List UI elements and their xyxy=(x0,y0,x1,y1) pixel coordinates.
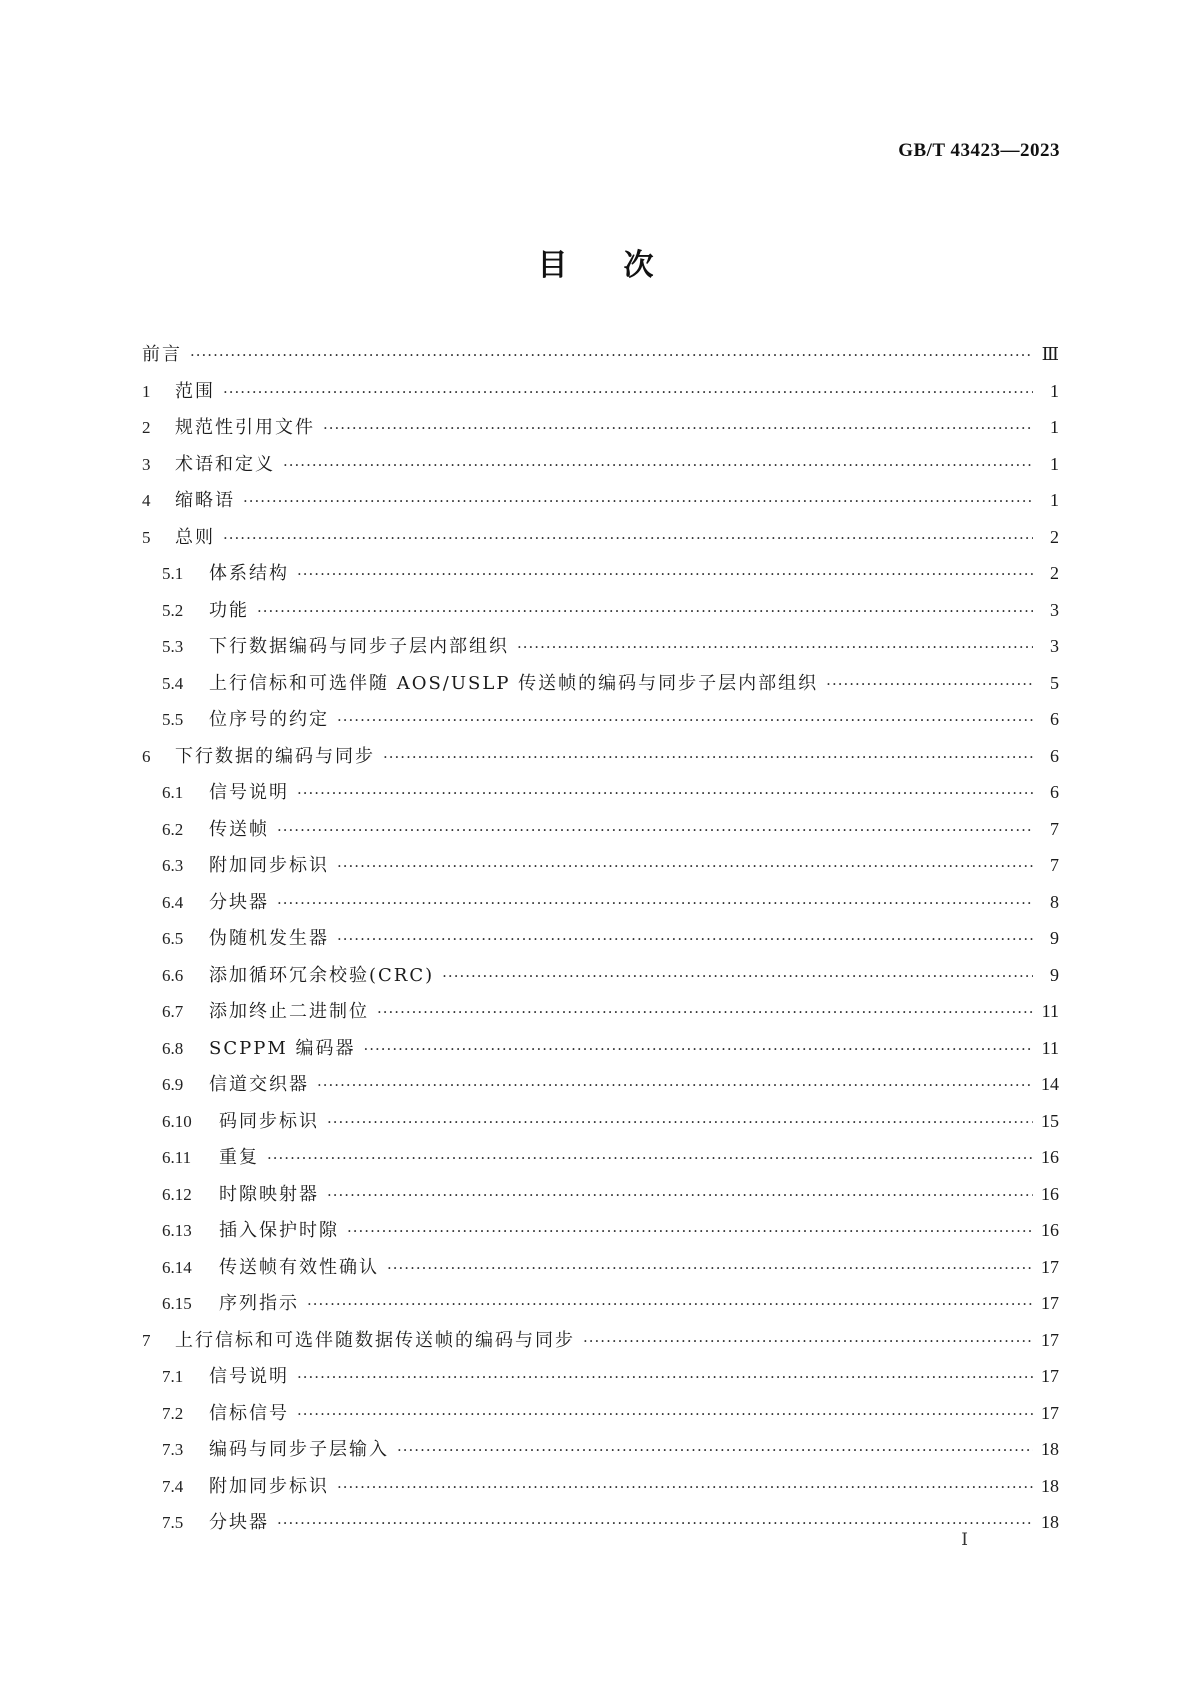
toc-entry-page: 11 xyxy=(1041,1001,1059,1021)
dot-leader xyxy=(826,666,1033,703)
toc-subsection-row[interactable] xyxy=(142,1285,1059,1322)
toc-entry-number: 7 xyxy=(142,1330,151,1350)
toc-entry-title[interactable]: 分块器 xyxy=(209,1512,269,1533)
dot-leader xyxy=(583,1323,1033,1360)
toc-entry-number: 6.10 xyxy=(162,1111,192,1131)
toc-entry-page: 6 xyxy=(1050,745,1059,766)
toc-entry-page: 9 xyxy=(1050,964,1059,985)
toc-subsection-row[interactable] xyxy=(142,811,1059,848)
dot-leader xyxy=(363,1031,1033,1068)
toc-entry-page: 1 xyxy=(1050,380,1059,401)
toc-entry-title[interactable]: 规范性引用文件 xyxy=(175,417,315,438)
dot-leader xyxy=(337,848,1033,885)
dot-leader xyxy=(223,374,1033,411)
toc-section-row[interactable] xyxy=(142,738,1059,775)
dot-leader xyxy=(517,629,1033,666)
toc-entry-number: 6.13 xyxy=(162,1221,192,1240)
standard-number: GB/T 43423—2023 xyxy=(898,140,1060,161)
toc-entry-title[interactable]: 插入保护时隙 xyxy=(219,1220,339,1241)
toc-entry-page: 11 xyxy=(1041,1037,1059,1058)
toc-entry-number: 5.4 xyxy=(162,673,184,693)
toc-entry-title[interactable]: 传送帧有效性确认 xyxy=(219,1256,379,1278)
toc-entry-title[interactable]: 伪随机发生器 xyxy=(209,928,329,949)
toc-entry-page: 18 xyxy=(1041,1439,1059,1459)
dot-leader xyxy=(297,775,1033,812)
toc-entry-number: 5.5 xyxy=(162,710,184,729)
dot-leader xyxy=(327,1104,1033,1141)
toc-entry-number: 7.3 xyxy=(162,1440,184,1459)
toc-entry-title[interactable]: 附加同步标识 xyxy=(209,1475,329,1497)
toc-subsection-row[interactable] xyxy=(142,628,1059,665)
toc-entry-page: 17 xyxy=(1041,1366,1059,1386)
toc-section-row[interactable] xyxy=(142,446,1059,483)
toc-entry-title[interactable]: 添加循环冗余校验(CRC) xyxy=(209,964,435,986)
toc-entry-title[interactable]: 序列指示 xyxy=(219,1293,299,1314)
toc-entry-number: 7.4 xyxy=(162,1476,184,1496)
dot-leader xyxy=(277,885,1033,922)
toc-entry-page: 9 xyxy=(1050,928,1059,948)
toc-section-row[interactable] xyxy=(142,1322,1059,1359)
toc-entry-number: 6.4 xyxy=(162,892,184,912)
dot-leader xyxy=(337,702,1033,739)
dot-leader xyxy=(277,812,1033,849)
toc-entry-title[interactable]: 信号说明 xyxy=(209,782,289,803)
dot-leader xyxy=(297,556,1033,593)
toc-entry-page: 18 xyxy=(1041,1512,1059,1532)
toc-entry-page: 7 xyxy=(1050,818,1059,839)
toc-subsection-row[interactable] xyxy=(142,957,1059,994)
toc-entry-title[interactable]: 分块器 xyxy=(209,891,269,913)
toc-section-row[interactable] xyxy=(142,336,1059,373)
dot-leader xyxy=(442,958,1033,995)
toc-entry-number: 7.2 xyxy=(162,1403,184,1423)
toc-entry-title[interactable]: 功能 xyxy=(209,599,249,621)
toc-section-row[interactable] xyxy=(142,482,1059,519)
toc-entry-title[interactable]: 附加同步标识 xyxy=(209,855,329,876)
toc-entry-page: 16 xyxy=(1041,1147,1059,1167)
toc-entry-title[interactable]: 下行数据编码与同步子层内部组织 xyxy=(209,636,509,657)
toc-entry-page: 6 xyxy=(1050,782,1059,802)
toc-entry-number: 5.2 xyxy=(162,600,184,620)
toc-entry-number: 1 xyxy=(142,381,151,401)
toc-entry-page: 2 xyxy=(1050,526,1059,547)
toc-entry-page: 3 xyxy=(1050,599,1059,620)
page-title: 目次 xyxy=(537,248,710,283)
toc-entry-number: 4 xyxy=(142,491,151,510)
toc-subsection-row[interactable] xyxy=(142,1066,1059,1103)
dot-leader xyxy=(317,1067,1033,1104)
toc-section-row[interactable] xyxy=(142,519,1059,556)
toc-entry-number: 6.6 xyxy=(162,965,184,985)
toc-entry-page: 16 xyxy=(1041,1183,1059,1204)
toc-entry-page: 8 xyxy=(1050,891,1059,912)
toc-subsection-row[interactable] xyxy=(142,774,1059,811)
toc-entry-page: 6 xyxy=(1050,709,1059,729)
toc-entry-title[interactable]: 时隙映射器 xyxy=(219,1183,319,1205)
toc-subsection-row[interactable] xyxy=(142,1395,1059,1432)
toc-entry-title[interactable]: 重复 xyxy=(219,1147,259,1168)
toc-entry-number: 6.15 xyxy=(162,1294,192,1313)
toc-entry-number: 6.1 xyxy=(162,783,184,802)
toc-entry-number: 6.11 xyxy=(162,1148,192,1167)
toc-entry-title[interactable]: 下行数据的编码与同步 xyxy=(175,745,375,767)
dot-leader xyxy=(323,410,1033,447)
toc-entry-title[interactable]: 信号说明 xyxy=(209,1366,289,1387)
dot-leader xyxy=(307,1286,1033,1323)
toc-subsection-row[interactable] xyxy=(142,884,1059,921)
dot-leader xyxy=(257,593,1033,630)
toc-entry-page: 18 xyxy=(1041,1475,1059,1496)
dot-leader xyxy=(387,1250,1033,1287)
toc-subsection-row[interactable] xyxy=(142,555,1059,592)
toc-entry-title[interactable]: 上行信标和可选伴随 AOS/USLP 传送帧的编码与同步子层内部组织 xyxy=(209,672,819,694)
page-number: Ⅰ xyxy=(961,1530,968,1549)
toc-subsection-row[interactable] xyxy=(142,847,1059,884)
toc-entry-title[interactable]: 总则 xyxy=(175,526,215,548)
toc-entry-number: 6.5 xyxy=(162,929,184,948)
toc-entry-page: 14 xyxy=(1041,1074,1059,1094)
toc-entry-page: 2 xyxy=(1050,563,1059,583)
dot-leader xyxy=(190,337,1033,374)
dot-leader xyxy=(277,1505,1033,1542)
toc-subsection-row[interactable] xyxy=(142,1212,1059,1249)
dot-leader xyxy=(397,1432,1033,1469)
dot-leader xyxy=(223,520,1033,557)
toc-subsection-row[interactable] xyxy=(142,920,1059,957)
toc-entry-page: 1 xyxy=(1050,417,1059,437)
dot-leader xyxy=(337,921,1033,958)
toc-entry-number: 6.2 xyxy=(162,819,184,839)
toc-entry-number: 6.12 xyxy=(162,1184,192,1204)
toc-subsection-row[interactable] xyxy=(142,1431,1059,1468)
toc-subsection-row[interactable] xyxy=(142,665,1059,702)
toc-entry-title[interactable]: 术语和定义 xyxy=(175,453,275,475)
toc-entry-number: 6.3 xyxy=(162,856,184,875)
toc-subsection-row[interactable] xyxy=(142,1176,1059,1213)
toc-subsection-row[interactable] xyxy=(142,993,1059,1030)
toc-entry-title[interactable]: 编码与同步子层输入 xyxy=(209,1439,389,1460)
dot-leader xyxy=(297,1396,1033,1433)
toc-entry-number: 6.8 xyxy=(162,1038,184,1058)
dot-leader xyxy=(297,1359,1033,1396)
toc-entry-title[interactable]: 传送帧 xyxy=(209,818,269,840)
toc-entry-number: 7.1 xyxy=(162,1367,184,1386)
dot-leader xyxy=(337,1469,1033,1506)
dot-leader xyxy=(283,447,1033,484)
toc-entry-number: 6.9 xyxy=(162,1075,184,1094)
toc-entry-title[interactable]: 位序号的约定 xyxy=(209,709,329,730)
dot-leader xyxy=(327,1177,1033,1214)
toc-entry-number: 6.7 xyxy=(162,1002,184,1021)
toc-subsection-row[interactable] xyxy=(142,701,1059,738)
dot-leader xyxy=(267,1140,1033,1177)
toc-subsection-row[interactable] xyxy=(142,1504,1059,1541)
toc-entry-title[interactable]: 信道交织器 xyxy=(209,1074,309,1095)
toc-entry-title[interactable]: 前言 xyxy=(142,344,182,365)
toc-entry-number: 5 xyxy=(142,527,151,547)
toc-entry-page: 1 xyxy=(1050,490,1059,510)
toc-entry-number: 6 xyxy=(142,746,151,766)
dot-leader xyxy=(347,1213,1033,1250)
toc-entry-number: 3 xyxy=(142,454,151,474)
toc-entry-page: 7 xyxy=(1050,855,1059,875)
toc-subsection-row[interactable] xyxy=(142,592,1059,629)
toc-entry-page: Ⅲ xyxy=(1041,344,1059,364)
toc-entry-number: 2 xyxy=(142,418,151,437)
toc-entry-title[interactable]: 码同步标识 xyxy=(219,1110,319,1132)
toc-entry-title[interactable]: 添加终止二进制位 xyxy=(209,1001,369,1022)
toc-entry-title[interactable]: 范围 xyxy=(175,380,215,402)
toc-entry-page: 1 xyxy=(1050,453,1059,474)
toc-entry-title[interactable]: SCPPM 编码器 xyxy=(209,1037,356,1059)
toc-entry-number: 6.14 xyxy=(162,1257,192,1277)
toc-entry-number: 7.5 xyxy=(162,1513,184,1532)
toc-entry-title[interactable]: 上行信标和可选伴随数据传送帧的编码与同步 xyxy=(175,1329,575,1351)
dot-leader xyxy=(243,483,1033,520)
toc-entry-page: 3 xyxy=(1050,636,1059,656)
toc-subsection-row[interactable] xyxy=(142,1030,1059,1067)
toc-entry-page: 5 xyxy=(1050,672,1059,693)
toc-entry-page: 17 xyxy=(1041,1402,1059,1423)
toc-subsection-row[interactable] xyxy=(142,1249,1059,1286)
dot-leader xyxy=(377,994,1033,1031)
toc-entry-title[interactable]: 缩略语 xyxy=(175,490,235,511)
table-of-contents xyxy=(142,336,1059,1541)
toc-subsection-row[interactable] xyxy=(142,1103,1059,1140)
toc-section-row[interactable] xyxy=(142,373,1059,410)
toc-entry-page: 16 xyxy=(1041,1220,1059,1240)
toc-entry-page: 15 xyxy=(1041,1110,1059,1131)
toc-entry-number: 5.1 xyxy=(162,564,184,583)
dot-leader xyxy=(383,739,1033,776)
toc-entry-page: 17 xyxy=(1041,1293,1059,1313)
toc-subsection-row[interactable] xyxy=(142,1468,1059,1505)
toc-section-row[interactable] xyxy=(142,409,1059,446)
toc-entry-title[interactable]: 体系结构 xyxy=(209,563,289,584)
toc-subsection-row[interactable] xyxy=(142,1358,1059,1395)
toc-entry-page: 17 xyxy=(1041,1329,1059,1350)
toc-entry-page: 17 xyxy=(1041,1256,1059,1277)
toc-subsection-row[interactable] xyxy=(142,1139,1059,1176)
toc-entry-title[interactable]: 信标信号 xyxy=(209,1402,289,1424)
toc-entry-number: 5.3 xyxy=(162,637,184,656)
